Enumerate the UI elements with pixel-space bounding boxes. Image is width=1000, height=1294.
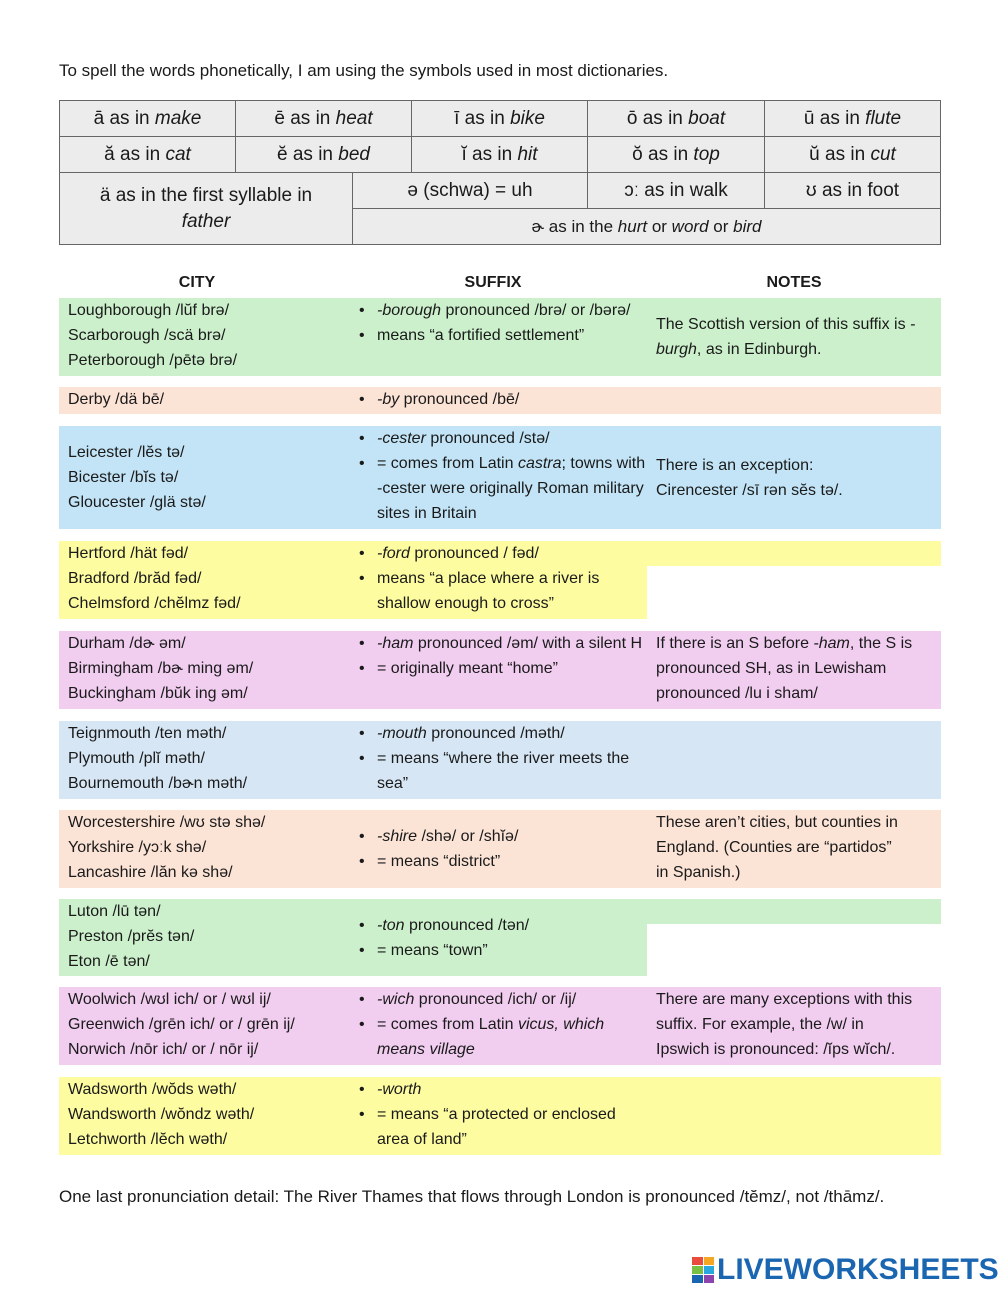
row-mouth	[59, 721, 941, 799]
note: The Scottish version of this suffix is -burgh, as in Edinburgh.	[656, 316, 916, 358]
city-list: Woolwich /wʊl ich/ or / wʊl ij/ Greenwich /grēn ich/ or / grēn ij/ Norwich /nōr ich/ or / nōr ij/	[68, 991, 295, 1058]
row-ham	[59, 631, 941, 709]
suffix-list: • -shire /shə/ or /shĭə/ • = means “district”	[343, 810, 647, 888]
footer-text: One last pronunciation detail: The River Thames that flows through London is pronounced /tĕmz/, not /thāmz/.	[59, 1187, 885, 1206]
symbol-cell: ŏ as in top	[587, 136, 765, 173]
header-city: CITY	[178, 274, 216, 291]
symbol-cell: ī as in bike	[411, 100, 588, 137]
symbol-cell: ē as in heat	[235, 100, 412, 137]
row-wich	[59, 987, 941, 1065]
symbol-cell: ĭ as in hit	[411, 136, 588, 173]
liveworksheets-logo[interactable]	[692, 1253, 999, 1287]
city-list: Leicester /lĕs tə/ Bicester /bĭs tə/ Gloucester /glä stə/	[68, 444, 206, 511]
header-notes: NOTES	[766, 274, 822, 291]
row-shire	[59, 810, 941, 888]
row-worth	[59, 1077, 941, 1155]
city-list: Teignmouth /ten məth/ Plymouth /plĭ məth/ Bournemouth /bɚn məth/	[68, 725, 248, 792]
suffix-list: • -ton pronounced /tən/ • = means “town”	[343, 899, 647, 976]
city-list: Wadsworth /wŏds wəth/ Wandsworth /wŏndz wəth/ Letchworth /lĕch wəth/	[68, 1081, 255, 1148]
suffix-list: • -by pronounced /bē/	[343, 387, 647, 412]
city-list: Luton /lū tən/ Preston /prĕs tən/ Eton /ē tən/	[68, 903, 195, 970]
suffix-list: • -mouth pronounced /məth/ • = means “where the river meets the sea”	[343, 721, 647, 796]
symbol-cell-foot: ʊ as in foot	[764, 172, 941, 209]
intro-text: To spell the words phonetically, I am using the symbols used in most dictionaries.	[59, 61, 669, 80]
symbol-cell-schwa: ə (schwa) = uh	[352, 172, 588, 209]
city-list: Hertford /hät fəd/ Bradford /brăd fəd/ Chelmsford /chĕlmz fəd/	[68, 545, 241, 612]
note: These aren’t cities, but counties in England. (Counties are “partidos” in Spanish.)	[656, 814, 898, 881]
row-bg	[647, 541, 941, 566]
suffix-list: • -wich pronounced /ich/ or /ij/ • = comes from Latin vicus, which means village	[343, 987, 647, 1062]
symbol-cell: ĕ as in bed	[235, 136, 412, 173]
row-ford	[59, 541, 941, 619]
note: There is an exception: Cirencester /sī rən sĕs tə/.	[656, 456, 843, 499]
symbol-table	[59, 100, 941, 245]
symbol-cell-father: ä as in the first syllable in father	[59, 172, 353, 245]
symbol-cell: ā as in make	[59, 100, 236, 137]
symbol-cell: ū as in flute	[764, 100, 941, 137]
symbol-cell-walk: ɔː as in walk	[587, 172, 765, 209]
note: If there is an S before -ham, the S is pronounced SH, as in Lewisham pronounced /lu i sham/	[656, 635, 913, 702]
symbol-cell-hurt: ɚ as in the hurt or word or bird	[352, 208, 941, 245]
logo-icon	[692, 1257, 714, 1283]
row-borough	[59, 298, 941, 376]
suffix-list: • -ham pronounced /əm/ with a silent H • = originally meant “home”	[343, 631, 647, 681]
header-suffix: SUFFIX	[464, 274, 522, 291]
city-list: Loughborough /lŭf brə/ Scarborough /scä brə/ Peterborough /pētə brə/	[68, 302, 238, 369]
city-list: Worcestershire /wʊ stə shə/ Yorkshire /yɔːk shə/ Lancashire /lăn kə shə/	[68, 814, 266, 881]
suffix-list: • -borough pronounced /brə/ or /bərə/ • means “a fortified settlement”	[343, 298, 647, 348]
row-cester	[59, 426, 941, 529]
city-list: Durham /dɚ əm/ Birmingham /bɚ ming əm/ Buckingham /bŭk ing əm/	[68, 635, 254, 702]
symbol-cell: ă as in cat	[59, 136, 236, 173]
suffix-list: • -worth • = means “a protected or enclosed area of land”	[343, 1077, 647, 1152]
note: There are many exceptions with this suffix. For example, the /w/ in Ipswich is pronounced: /ĭps wĭch/.	[656, 991, 913, 1058]
city-list: Derby /dä bē/	[68, 391, 165, 408]
row-ton	[59, 899, 941, 976]
suffix-list: • -ford pronounced / fəd/ • means “a place where a river is shallow enough to cross”	[343, 541, 647, 616]
symbol-cell: ŭ as in cut	[764, 136, 941, 173]
row-bg	[647, 899, 941, 924]
logo-text: LIVEWORKSHEETS	[717, 1253, 999, 1286]
row-by	[59, 387, 941, 414]
suffix-list: • -cester pronounced /stə/ • = comes from Latin castra; towns with -cester were originally Roman military sites in Britain	[343, 426, 647, 526]
symbol-cell: ō as in boat	[587, 100, 765, 137]
